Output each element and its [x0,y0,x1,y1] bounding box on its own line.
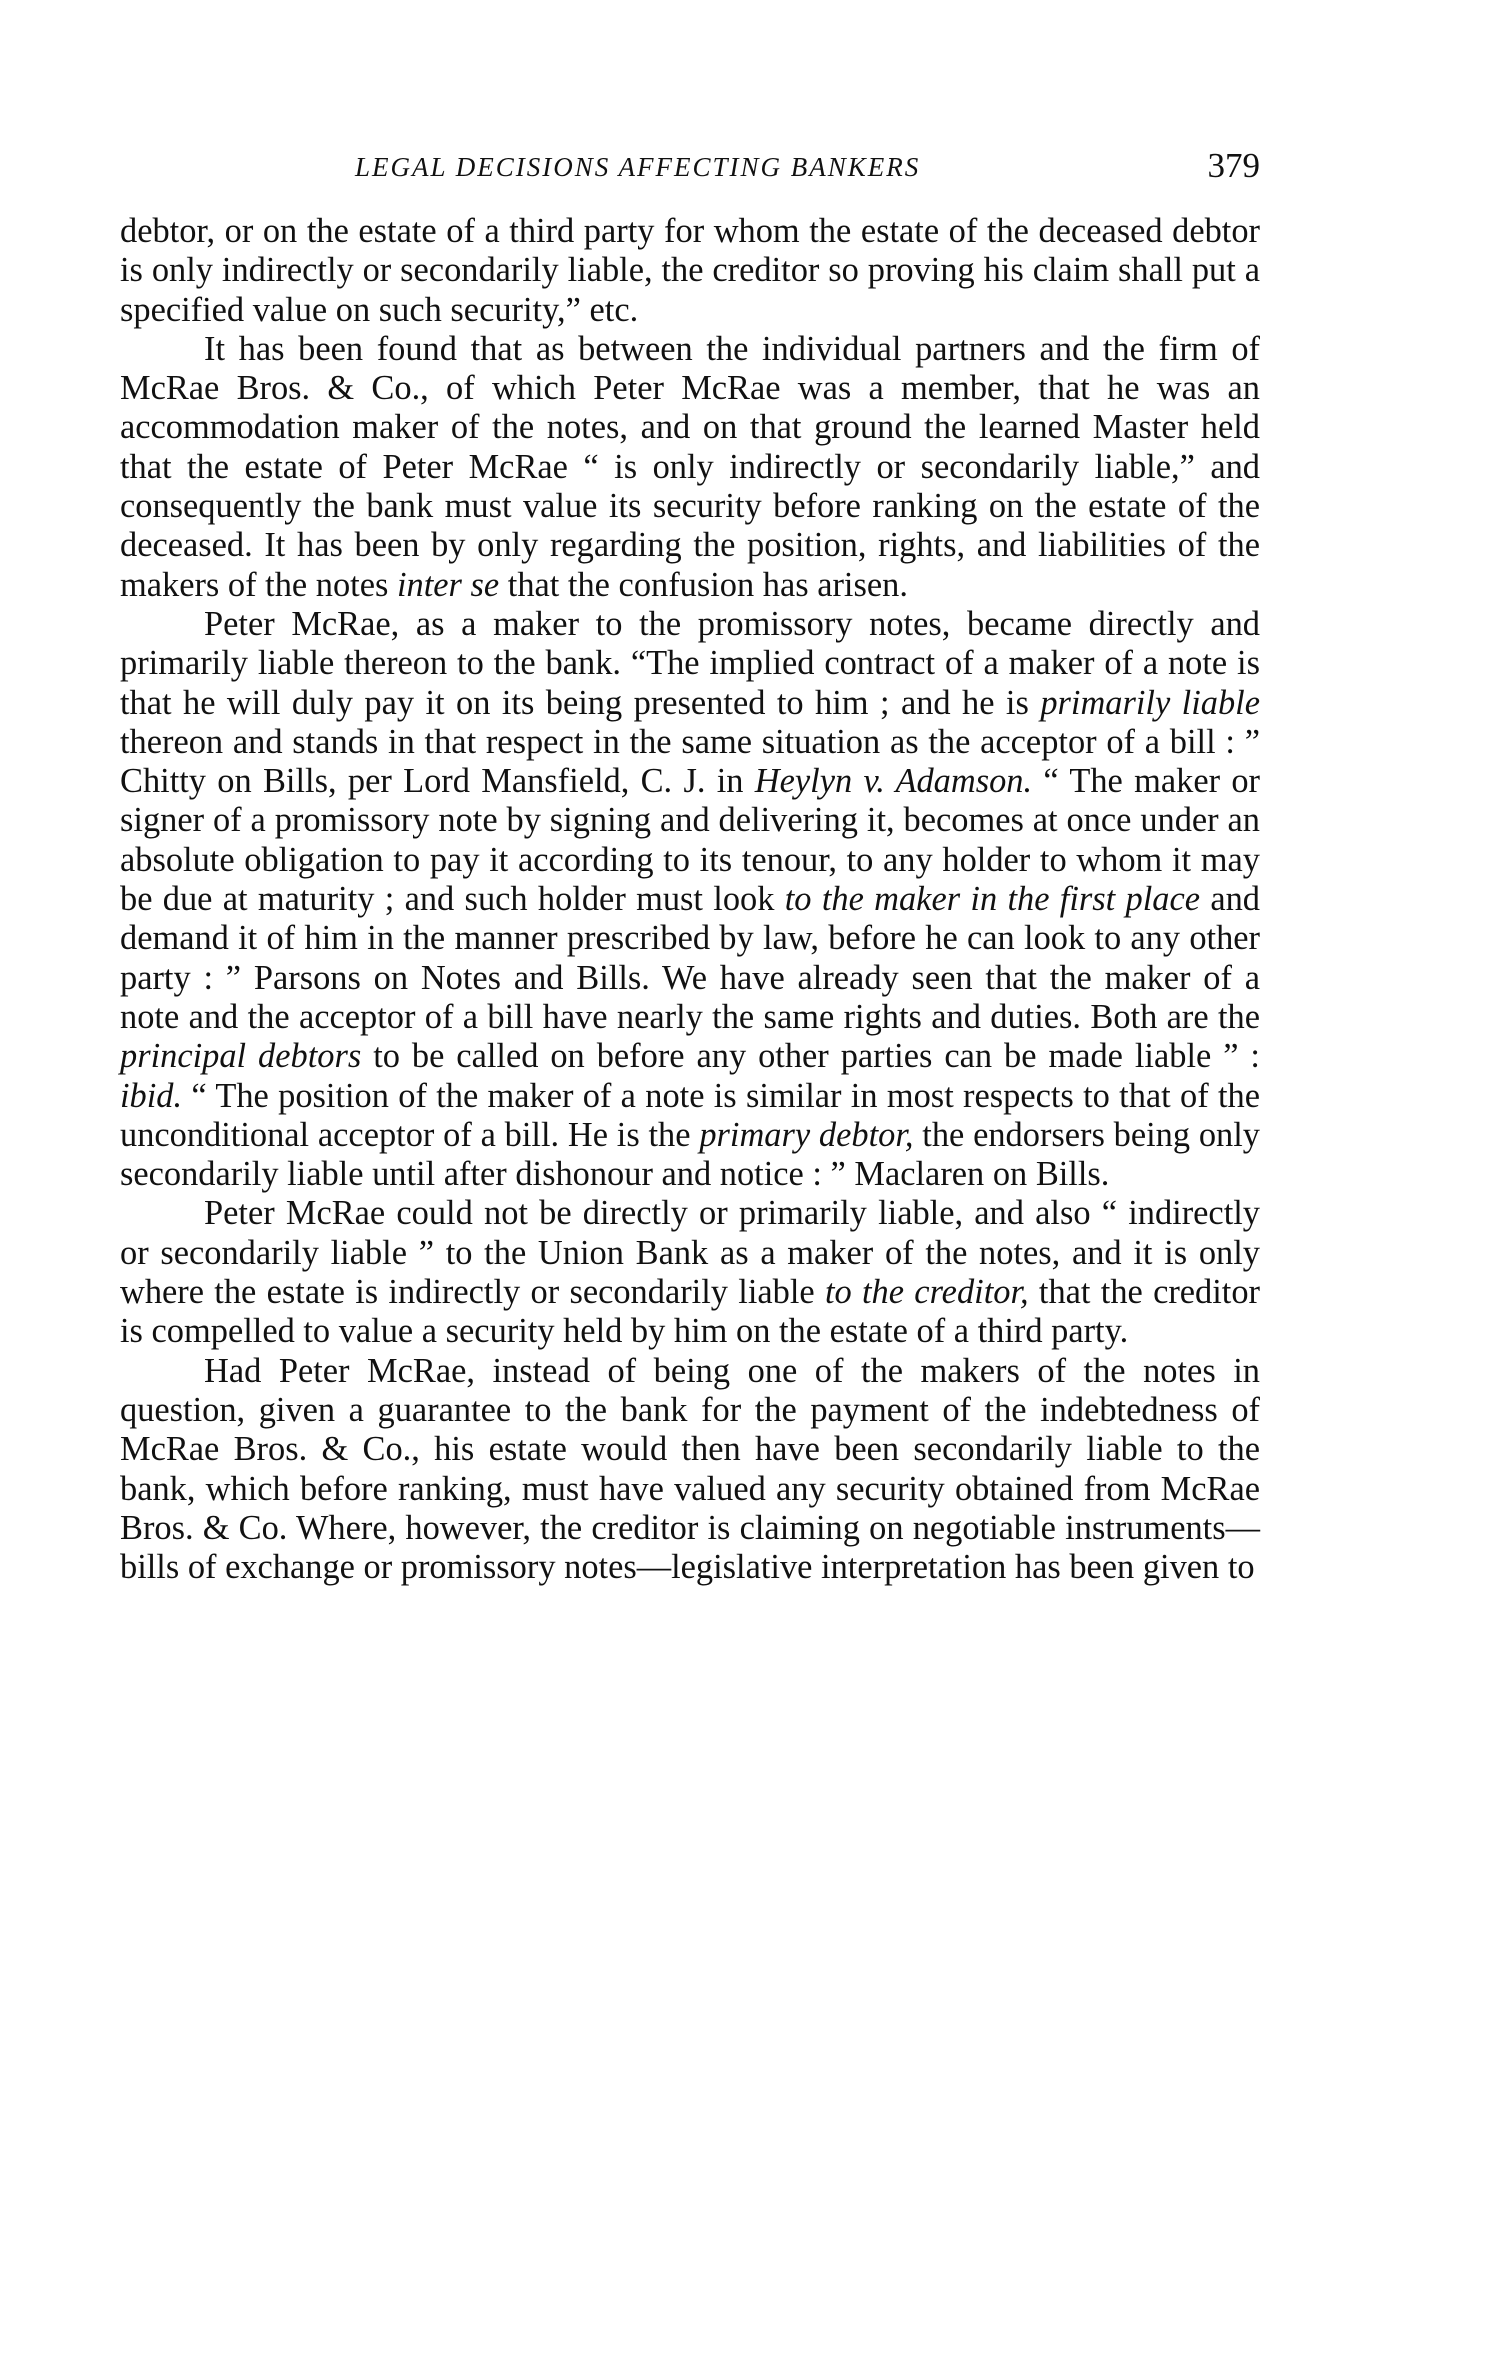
text-run: Peter McRae could not be directly or primarily liable, and also “ indirectly or secondarily liable ” to the Union Bank as a maker of the notes, and it is only where the estate is indirectly or secondarily liable [120,1194,1260,1312]
text-run: “ The maker or signer of a promissory note by signing and delivering it, becomes at once under an absolute obligation to pay it according to its tenour, to any holder to whom it may be due at maturity ; and such holder must look [120,762,1261,919]
text-run: thereon and stands in that respect in the same situation as the acceptor of a bill : ” Chitty on Bills, per Lord Mansfield, C. J. in [120,722,1260,801]
page-number: 379 [1207,146,1260,185]
text-run: that the creditor is compelled to value a security held by him on the estate of a third party. [120,1273,1261,1351]
italic-run: primary debtor, [699,1115,914,1154]
italic-run: to the creditor, [824,1273,1029,1312]
italic-run: to the maker in the first place [784,880,1201,919]
italic-run: inter se [396,565,500,604]
text-run: to be called on before any other parties can be made liable ” : [361,1037,1260,1076]
text-run: “ The position of the maker of a note is similar in most respects to that of the unconditional acceptor of a bill. He is the [120,1076,1260,1154]
paragraph-1 [120,212,1260,330]
italic-run: ibid. [120,1076,183,1115]
paragraph-4 [120,1194,1260,1351]
running-title: LEGAL DECISIONS AFFECTING BANKERS [355,152,921,182]
paragraph-5 [120,1352,1260,1588]
text-run: that the confusion has arisen. [499,565,908,604]
running-head [120,146,1260,196]
italic-run: primarily liable [1040,683,1260,722]
text-run: debtor, or on the estate of a third party for whom the estate of the deceased debtor is only indirectly or secondarily liable, the creditor so proving his claim shall put a specified value on such security,” etc. [120,212,1260,329]
text-run: It has been found that as between the individual partners and the firm of McRae Bros. & Co., of which Peter McRae was a member, that he was an accommodation maker of the notes, and on that ground the learned Master held that the estate of Peter McRae “ is only indirectly or secondarily liable,” and consequently the bank must value its security before ranking on the estate of the deceased. It has been by only regarding the position, rights, and liabilities of the makers of the notes [120,329,1260,604]
text-run: the endorsers being only secondarily liable until after dishonour and notice : ” Maclaren on Bills. [120,1115,1261,1194]
italic-run: principal debtors [120,1037,362,1076]
text-run: Had Peter McRae, instead of being one of the makers of the notes in question, given a guarantee to the bank for the payment of the indebtedness of McRae Bros. & Co., his estate would then have been secondarily liable to the bank, which before ranking, must have valued any security obtained from McRae Bros. & Co. Where, however, the creditor is claiming on negotiable instruments—bills of exchange or promissory notes—legislative interpretation has been given to [120,1351,1260,1587]
paragraph-2 [120,330,1260,605]
text-run: and demand it of him in the manner prescribed by law, before he can look to any other party : ” Parsons on Notes and Bills. We have already seen that the maker of a note and the acceptor of a bill have nearly the same rights and duties. Both are the [120,880,1261,1036]
italic-run: Heylyn v. Adamson. [754,762,1033,801]
paragraph-3 [120,605,1260,1194]
body-text [120,212,1260,1587]
text-run: Peter McRae, as a maker to the promissory notes, became directly and primarily liable thereon to the bank. “The implied contract of a maker of a note is that he will duly pay it on its being presented to him ; and he is [120,604,1260,722]
